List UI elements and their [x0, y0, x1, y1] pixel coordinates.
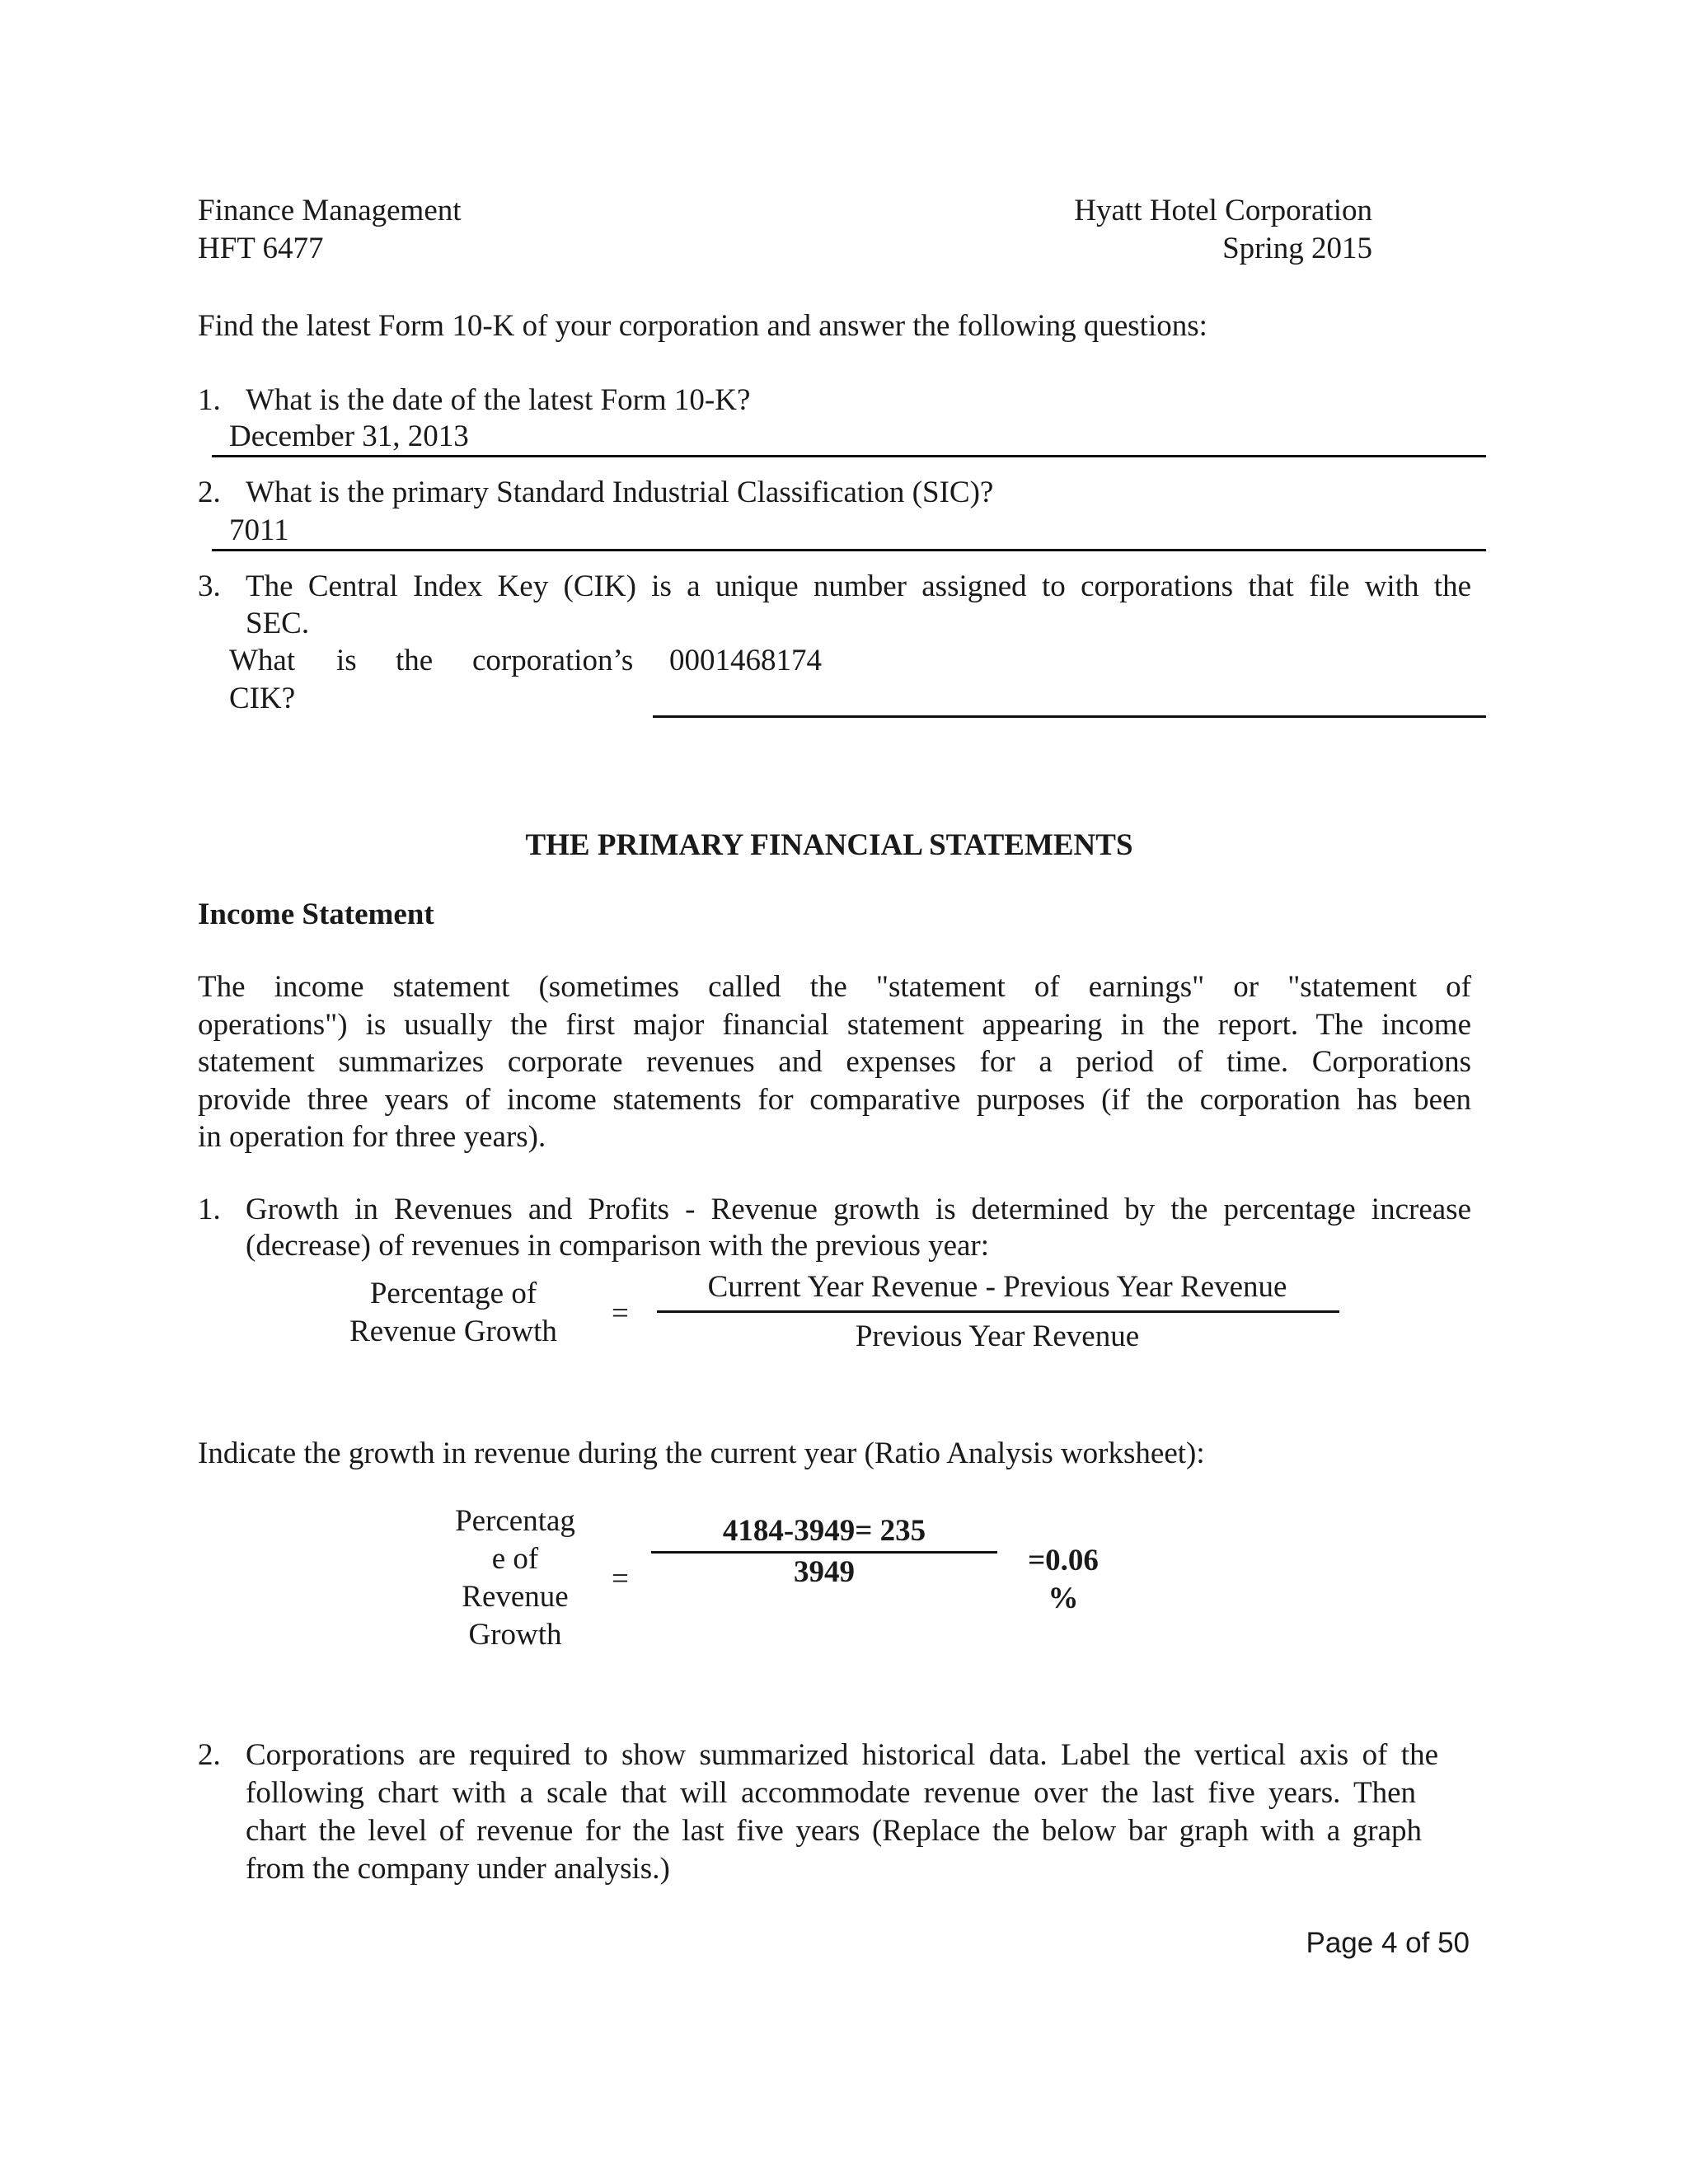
question-1-number: 1. [198, 383, 221, 417]
item-2-line: following chart with a scale that will accommodate revenue over the last five years. Then [246, 1776, 1416, 1810]
question-3-answer: 0001468174 [669, 644, 822, 677]
question-3-sub-word-3: the [396, 644, 434, 677]
question-3-text-line2: SEC. [246, 607, 310, 640]
calc-label-line: Percentag [455, 1504, 575, 1538]
paragraph-line: in operation for three years). [198, 1120, 546, 1154]
question-3-sub-line2: CIK? [229, 682, 296, 715]
answer-3-underline [653, 715, 1486, 718]
question-2-text: What is the primary Standard Industrial Classification (SIC)? [246, 476, 994, 509]
formula-numerator: Current Year Revenue - Previous Year Revenue [707, 1270, 1287, 1304]
subsection-title: Income Statement [198, 898, 434, 931]
item-1-line1: Growth in Revenues and Profits - Revenue growth is determined by the percentage increase [246, 1193, 1471, 1226]
item-2-line: chart the level of revenue for the last five years (Replace the below bar graph with a graph [246, 1814, 1422, 1848]
calc-equals: = [612, 1562, 629, 1596]
course-code: HFT 6477 [198, 232, 324, 265]
question-2-number: 2. [198, 476, 221, 509]
paragraph-line: provide three years of income statements for comparative purposes (if the corporation has been [198, 1083, 1471, 1117]
calc-fraction-bar [651, 1551, 997, 1554]
paragraph-line: statement summarizes corporate revenues and expenses for a period of time. Corporations [198, 1045, 1471, 1079]
calc-result-percent: % [1048, 1582, 1079, 1615]
formula-label-line1: Percentage of [369, 1277, 537, 1310]
indicate-text: Indicate the growth in revenue during the current year (Ratio Analysis worksheet): [198, 1436, 1205, 1470]
question-3-sub-word-4: corporation’s [472, 644, 634, 677]
question-3-number: 3. [198, 569, 221, 603]
intro-text: Find the latest Form 10-K of your corporation and answer the following questions: [198, 309, 1207, 343]
course-name: Finance Management [198, 194, 462, 227]
formula-denominator: Previous Year Revenue [855, 1319, 1140, 1353]
formula-fraction-bar [657, 1310, 1339, 1313]
formula-equals: = [612, 1296, 629, 1330]
section-title: THE PRIMARY FINANCIAL STATEMENTS [525, 828, 1133, 862]
item-2-line: Corporations are required to show summarized historical data. Label the vertical axis of the [246, 1738, 1438, 1772]
paragraph-line: operations") is usually the first major financial statement appearing in the report. The income [198, 1008, 1471, 1042]
question-3-sub-word-1: What [229, 644, 296, 677]
question-1-answer: December 31, 2013 [229, 419, 469, 453]
calc-numerator: 4184-3949= 235 [722, 1514, 926, 1548]
page-number: Page 4 of 50 [1306, 1927, 1470, 1959]
item-2-number: 2. [198, 1738, 221, 1772]
question-3-text-line1: The Central Index Key (CIK) is a unique number assigned to corporations that file with the [246, 569, 1471, 603]
item-2-line: from the company under analysis.) [246, 1852, 670, 1886]
formula-label-line2: Revenue Growth [349, 1315, 557, 1348]
question-2-answer: 7011 [229, 513, 289, 547]
question-1-text: What is the date of the latest Form 10-K? [246, 383, 751, 417]
question-3-sub-word-2: is [336, 644, 357, 677]
calc-label-line: Growth [468, 1618, 562, 1652]
calc-label-line: e of [491, 1542, 539, 1576]
term: Spring 2015 [1222, 232, 1372, 265]
calc-denominator: 3949 [794, 1555, 855, 1589]
item-1-number: 1. [198, 1193, 221, 1226]
calc-label-line: Revenue [462, 1580, 569, 1614]
answer-2-underline [212, 549, 1486, 551]
paragraph-line: The income statement (sometimes called the "statement of earnings" or "statement of [198, 970, 1471, 1004]
answer-1-underline [212, 455, 1486, 457]
item-1-line2: (decrease) of revenues in comparison with the previous year: [246, 1229, 990, 1263]
calc-result: =0.06 [1028, 1544, 1099, 1577]
company-name: Hyatt Hotel Corporation [1074, 194, 1372, 227]
